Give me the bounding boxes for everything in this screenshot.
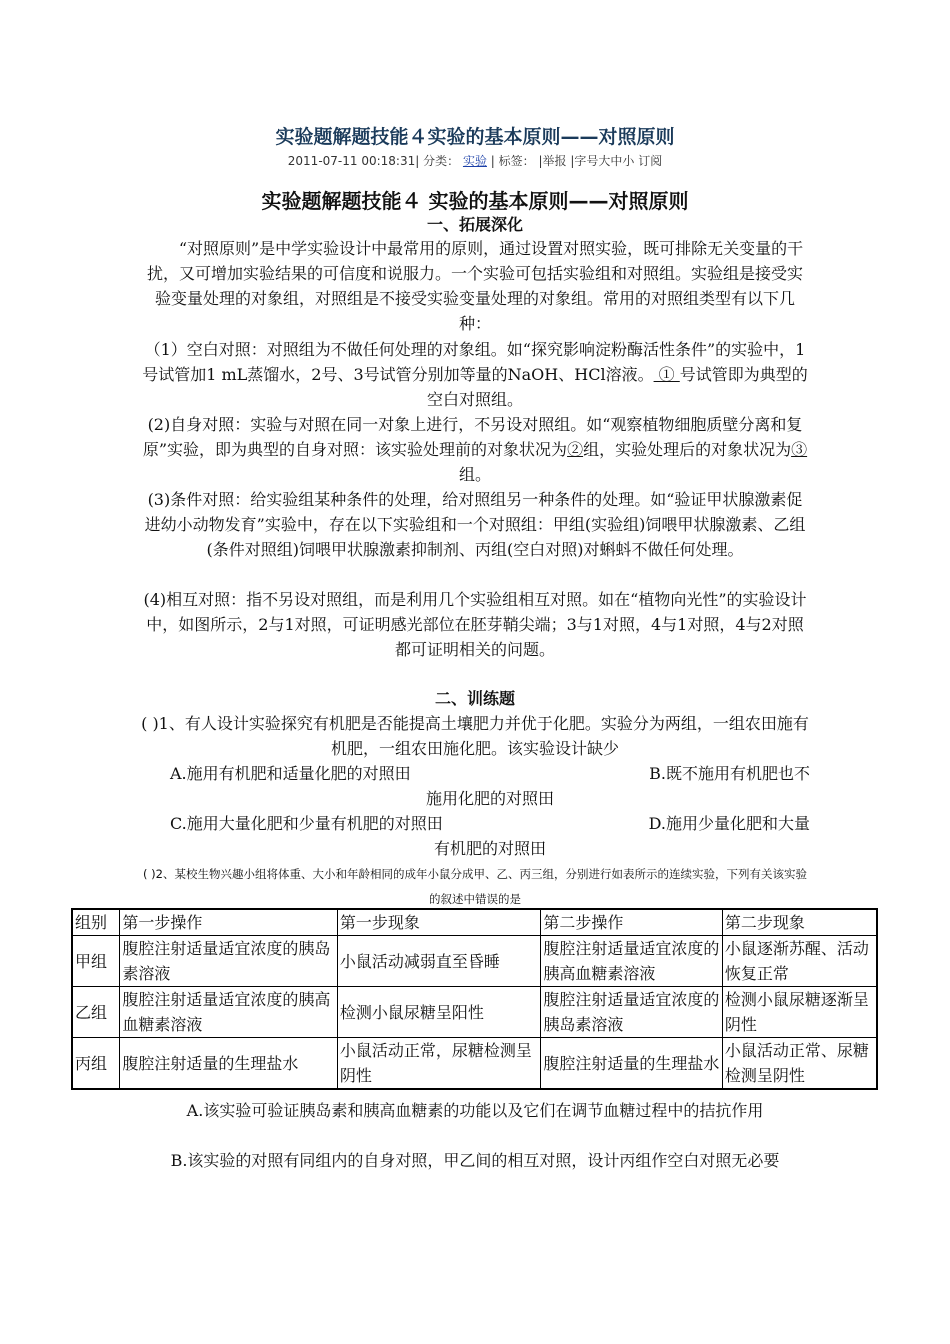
table-cell: 检测小鼠尿糖呈阳性 <box>337 987 541 1038</box>
question-2-stem: ( )2、某校生物兴趣小组将体重、大小和年龄相同的成年小鼠分成甲、乙、丙三组，分别进行如表所示的连续实验，下列有关该实验的叙述中错误的是 <box>143 867 807 906</box>
section-heading-1: 一、拓展深化 <box>426 215 523 234</box>
paragraph-mutual-control: (4)相互对照：指不另设对照组，而是利用几个实验组相互对照。如在“植物向光性”的实验设计中，如图所示，2与1对照，可证明感光部位在胚芽鞘尖端；3与1对照，4与1对照，4与2对照都可证明相关的问题。 <box>143 590 807 659</box>
page-title: 实验题解题技能４实验的基本原则——对照原则 <box>275 126 675 148</box>
section-heading-2: 二、训练题 <box>434 689 515 708</box>
p1-tail: 号试管即为典型的空白对照组。 <box>426 365 808 409</box>
table-header-cell: 组别 <box>72 909 120 936</box>
question-2-option-a: A.该实验可验证胰岛素和胰高血糖素的功能以及它们在调节血糖过程中的拮抗作用 <box>186 1101 764 1120</box>
option-d-continued: 有机肥的对照田 <box>433 839 546 858</box>
table-row <box>72 987 877 1038</box>
blank-3: ③ <box>791 440 808 459</box>
table-header-cell: 第一步操作 <box>120 909 337 936</box>
category-link[interactable]: 实验 <box>462 154 487 168</box>
paragraph-self-control <box>140 412 810 487</box>
post-datetime: 2011-07-11 00:18:31| <box>287 154 420 168</box>
table-header-cell: 第二步现象 <box>722 909 877 936</box>
category-label: 分类： <box>423 154 460 168</box>
table-cell: 腹腔注射适量适宜浓度的胰岛素溶液 <box>541 987 723 1038</box>
experiment-table <box>71 908 878 1090</box>
p2-mid: 组，实验处理后的对象状况为 <box>583 440 792 459</box>
table-row <box>72 936 877 987</box>
table-cell: 腹腔注射适量适宜浓度的胰高血糖素溶液 <box>541 936 723 987</box>
paragraph-blank-control <box>140 337 810 412</box>
document-heading: 实验题解题技能４ 实验的基本原则——对照原则 <box>261 189 689 213</box>
tags-label: | 标签： <box>490 154 535 168</box>
table-cell: 腹腔注射适量适宜浓度的胰岛素溶液 <box>120 936 337 987</box>
blank-2: ② <box>567 440 584 459</box>
question-1-options <box>170 761 810 861</box>
table-cell: 小鼠活动减弱直至昏睡 <box>337 936 541 987</box>
intro-paragraph: “对照原则”是中学实验设计中最常用的原则，通过设置对照实验，既可排除无关变量的干扰，又可增加实验结果的可信度和说服力。一个实验可包括实验组和对照组。实验组是接受实验变量处理的对象组，对照组是不接受实验变量处理的对象组。常用的对照组类型有以下几种： <box>146 239 804 333</box>
p1-text: （1）空白对照：对照组为不做任何处理的对象组。如“探究影响淀粉酶活性条件”的实验中，1号试管加1 mL蒸馏水，2号、3号试管分别加等量的NaOH、HCl溶液。 <box>142 340 806 384</box>
table-cell: 小鼠逐渐苏醒、活动恢复正常 <box>722 936 877 987</box>
table-header-cell: 第一步现象 <box>337 909 541 936</box>
p2-text: (2)自身对照：实验与对照在同一对象上进行，不另设对照组。如“观察植物细胞质壁分离和复原”实验，即为典型的自身对照：该实验处理前的对象状况为 <box>142 415 803 459</box>
p2-tail: 组。 <box>458 465 491 484</box>
post-meta <box>0 152 950 169</box>
option-a: A.施用有机肥和适量化肥的对照田 <box>170 764 411 783</box>
table-cell: 小鼠活动正常，尿糖检测呈阴性 <box>337 1038 541 1090</box>
table-cell: 甲组 <box>72 936 120 987</box>
table-row <box>72 1038 877 1090</box>
table-cell: 腹腔注射适量的生理盐水 <box>120 1038 337 1090</box>
table-cell: 腹腔注射适量适宜浓度的胰高血糖素溶液 <box>120 987 337 1038</box>
paragraph-condition-control: (3)条件对照：给实验组某种条件的处理，给对照组另一种条件的处理。如“验证甲状腺激素促进幼小动物发育”实验中，存在以下实验组和一个对照组：甲组(实验组)饲喂甲状腺激素、乙组(条件对照组)饲喂甲状腺激素抑制剂、丙组(空白对照)对蝌蚪不做任何处理。 <box>144 490 806 559</box>
table-cell: 腹腔注射适量的生理盐水 <box>541 1038 723 1090</box>
meta-actions[interactable]: |举报 |字号大中小 订阅 <box>538 154 663 168</box>
option-b-continued: 施用化肥的对照田 <box>425 789 554 808</box>
table-header-row <box>72 909 877 936</box>
option-d: D.施用少量化肥和大量 <box>648 814 810 833</box>
question-1-stem: ( )1、有人设计实验探究有机肥是否能提高土壤肥力并优于化肥。实验分为两组，一组农田施有机肥，一组农田施化肥。该实验设计缺少 <box>141 714 809 758</box>
table-cell: 乙组 <box>72 987 120 1038</box>
table-cell: 丙组 <box>72 1038 120 1090</box>
table-cell: 小鼠活动正常、尿糖检测呈阴性 <box>722 1038 877 1090</box>
question-2-option-b: B.该实验的对照有同组内的自身对照，甲乙间的相互对照，设计丙组作空白对照无必要 <box>170 1151 780 1170</box>
blank-1: ① <box>653 365 680 384</box>
table-header-cell: 第二步操作 <box>541 909 723 936</box>
option-c: C.施用大量化肥和少量有机肥的对照田 <box>170 814 443 833</box>
table-cell: 检测小鼠尿糖逐渐呈阴性 <box>722 987 877 1038</box>
option-b: B.既不施用有机肥也不 <box>649 764 810 783</box>
